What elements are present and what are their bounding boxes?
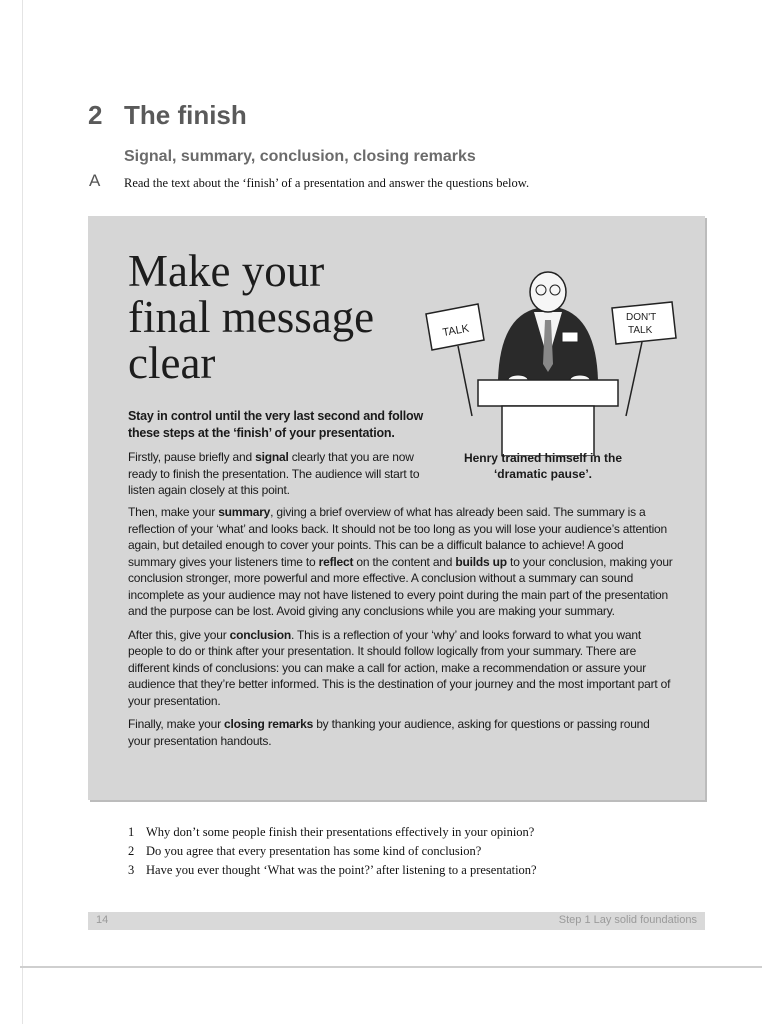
cartoon-caption — [448, 450, 638, 482]
article-panel — [88, 216, 705, 800]
divider — [20, 966, 762, 968]
paragraph-signal: Firstly, pause briefly and signal clearly that you are now ready to finish the presentation. The audience will start to listen again closely at this point. — [128, 450, 420, 497]
article-title-line: final message — [128, 292, 375, 342]
paragraph-summary: Then, make your summary, giving a brief overview of what has already been said. The summary is a reflection of your ‘what’ and looks back. It should not be too long as you will lose your audience’s attention again, but detailed enough to cover your points. This can be a difficult balance to achieve! A good summary gives your listeners time to reflect on the content and builds up to your conclusion, making your conclusion stronger, more powerful and more effective. A conclusion without a summary can sound incomplete as your audience may not have listened to every point during the main part of the presentation and the purpose can be lost. Avoid giving any conclusions while you are making your summary. — [128, 505, 673, 618]
page-edge — [22, 0, 23, 1024]
article-title — [128, 248, 374, 386]
article-lead: Stay in control until the very last second and follow these steps at the ‘finish’ of your presentation. — [128, 409, 424, 440]
svg-text:DON'T: DON'T — [626, 312, 657, 323]
svg-text:TALK: TALK — [441, 322, 471, 340]
svg-text:TALK: TALK — [628, 325, 653, 336]
exercise-instruction: Read the text about the ‘finish’ of a presentation and answer the questions below. — [124, 176, 530, 190]
exercise-letter: A — [89, 171, 101, 190]
caption-line: Henry trained himself in the — [463, 451, 623, 465]
article-title-line: Make your — [128, 246, 325, 296]
unit-number: 2 — [88, 100, 103, 130]
unit-title: The finish — [124, 100, 247, 130]
paragraph-conclusion: After this, give your conclusion. This is a reflection of your ‘why’ and looks forward to what you want people to do or think after your presentation. It should follow logically from your summary. There are different kinds of conclusions: you can make a call for action, make a recommendation or assure your audience that they’re better informed. This is the destination of your journey and the most important part of your presentation. — [128, 627, 671, 708]
podium-icon — [478, 380, 618, 456]
article-title-line: clear — [128, 338, 216, 388]
talk-sign-icon — [426, 304, 484, 416]
speaker-at-podium-illustration — [410, 256, 680, 456]
page-number: 14 — [96, 914, 109, 926]
section-subheading: Signal, summary, conclusion, closing remarks — [124, 148, 476, 165]
question-item: 1 Why don’t some people finish their presentations effectively in your opinion? — [128, 825, 535, 839]
question-item: 2 Do you agree that every presentation has some kind of conclusion? — [128, 844, 482, 858]
paragraph-closing-remarks: Finally, make your closing remarks by thanking your audience, asking for questions or passing round your presentation handouts. — [128, 717, 650, 748]
speaker-figure-icon — [498, 272, 598, 385]
caption-line: ‘dramatic pause’. — [493, 467, 593, 481]
page-footer — [88, 912, 705, 930]
footer-step-label: Step 1 Lay solid foundations — [558, 914, 697, 926]
question-list — [128, 823, 537, 880]
dont-talk-sign-icon — [612, 302, 676, 416]
article-body — [128, 504, 673, 756]
question-item: 3 Have you ever thought ‘What was the point?’ after listening to a presentation? — [128, 863, 537, 877]
